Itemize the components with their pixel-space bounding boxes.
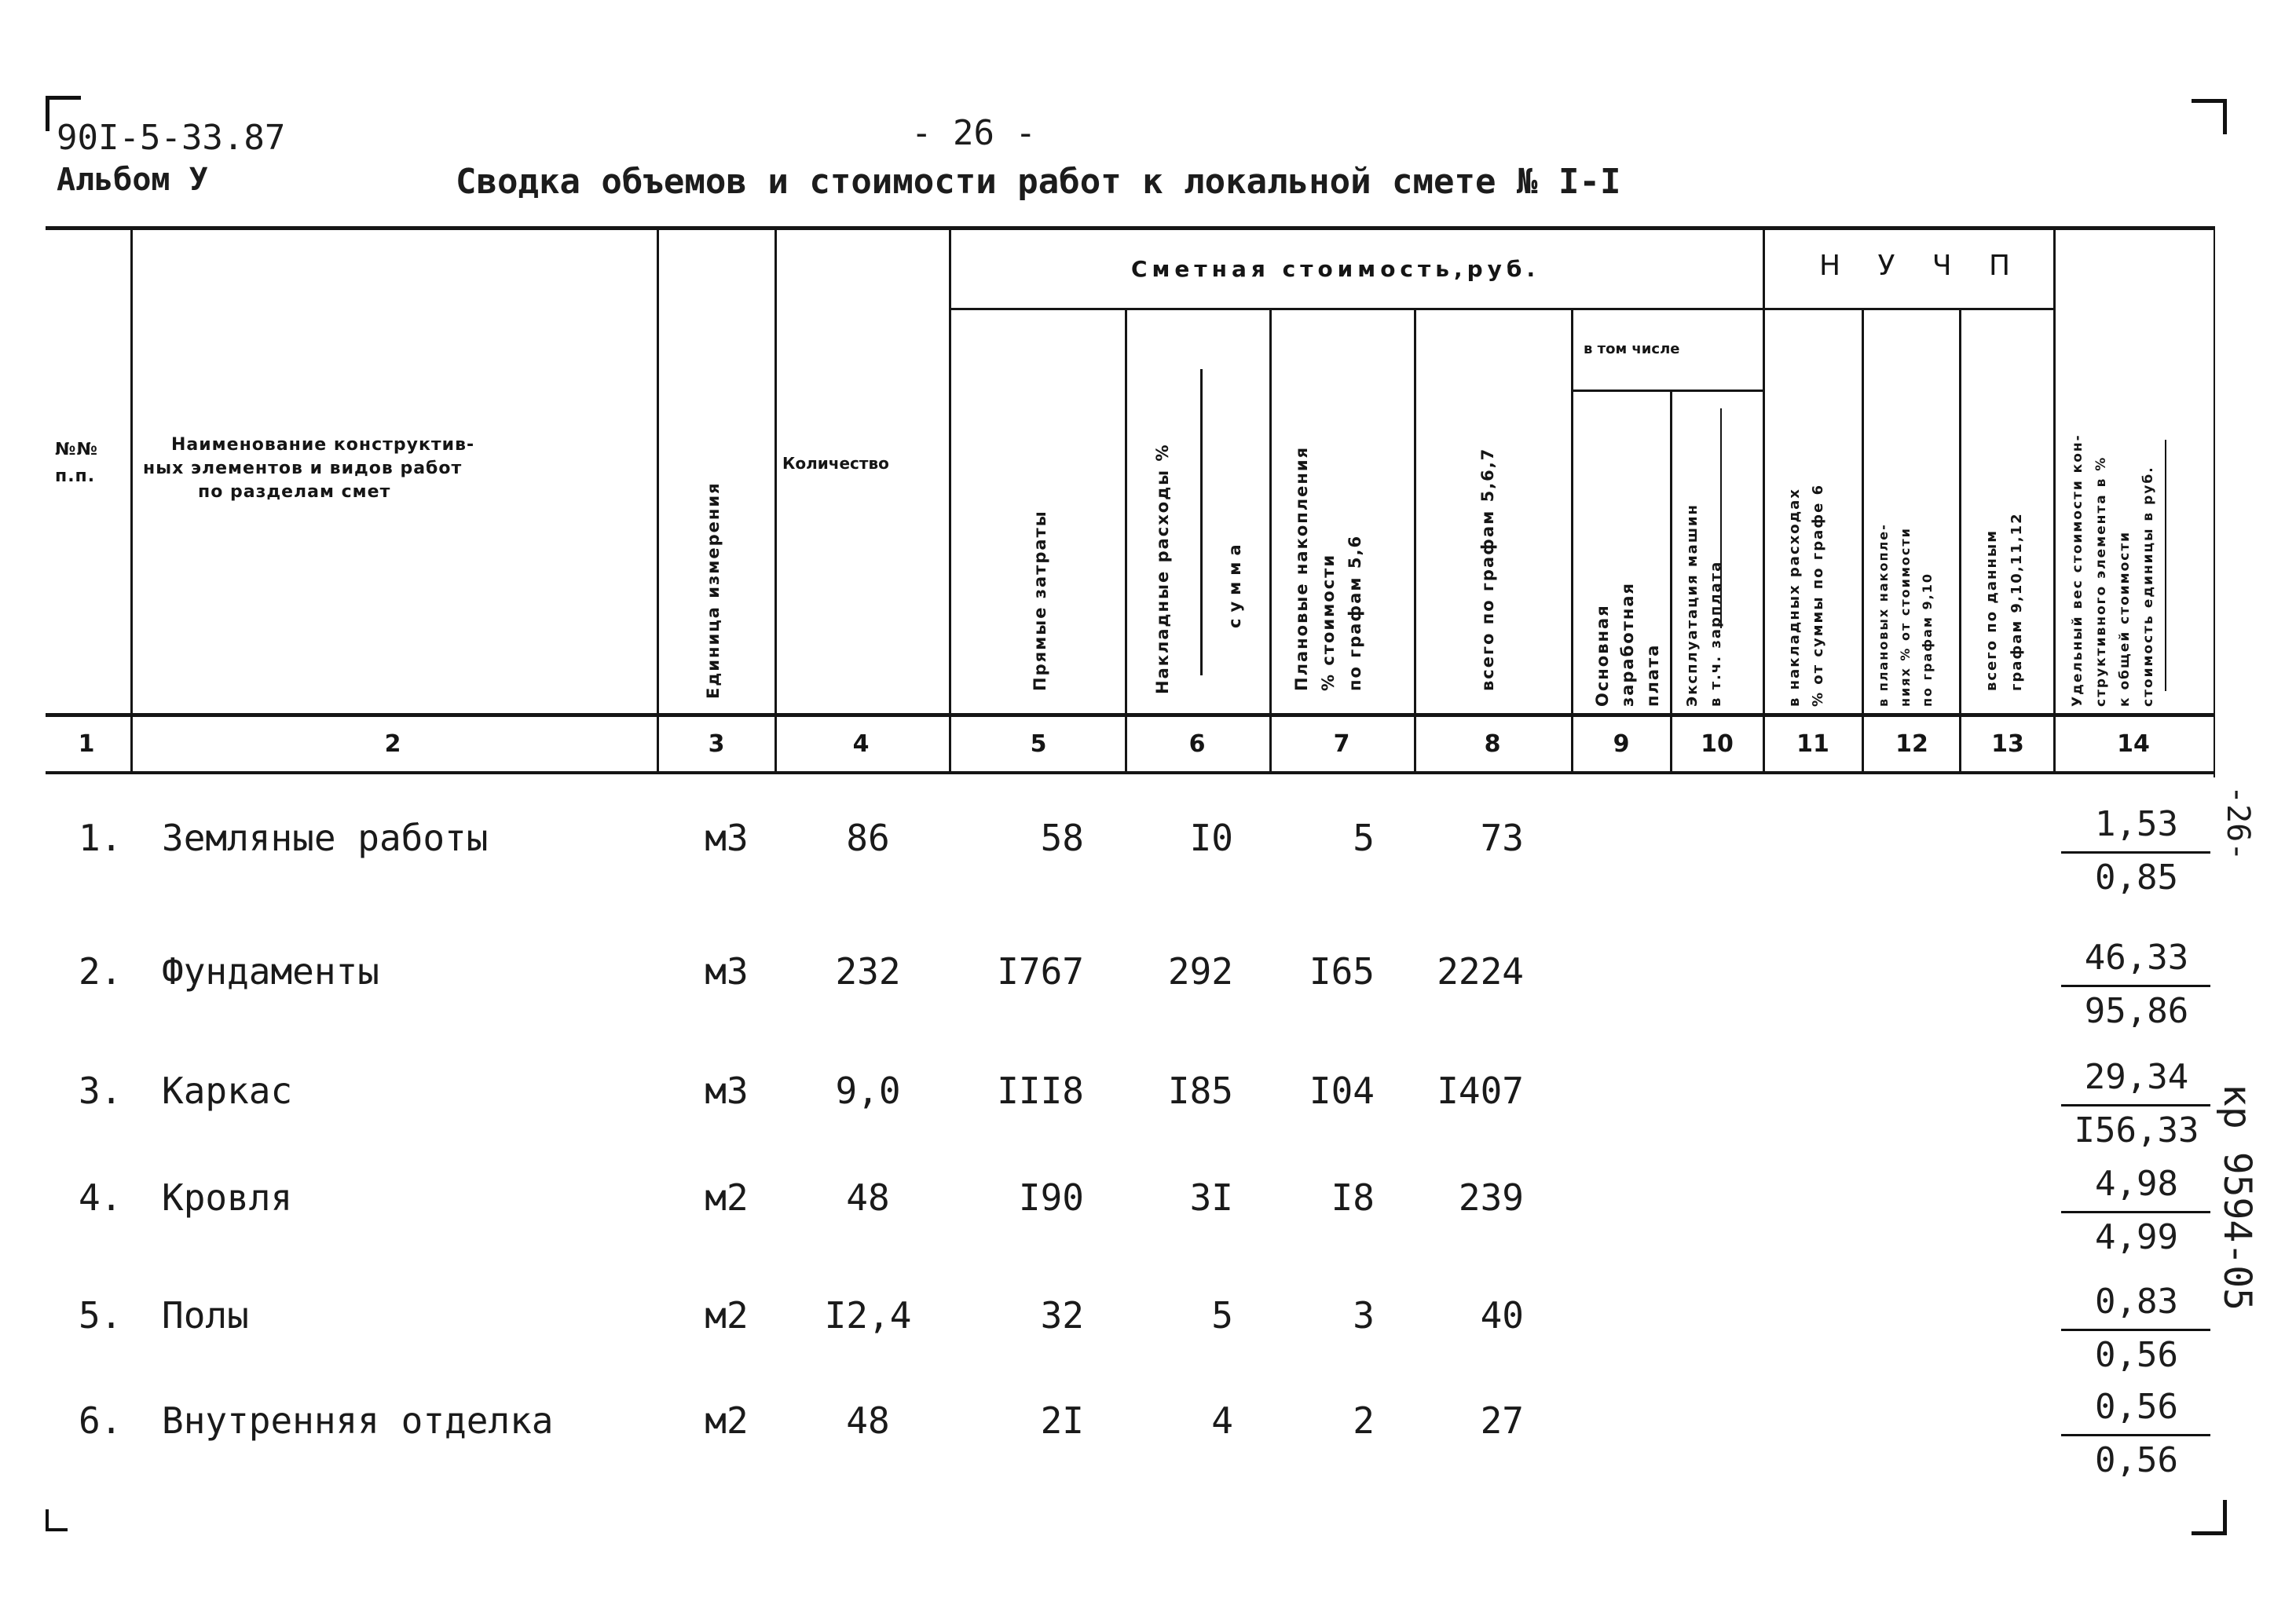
row-total: 73 — [1480, 817, 1524, 859]
row-share-percent: 29,34 — [2084, 1057, 2189, 1097]
header-name-line-2: ных элементов и видов работ — [143, 459, 463, 478]
col-line-11 — [1862, 308, 1864, 773]
col-line-6 — [1269, 308, 1272, 773]
row-total: 40 — [1480, 1294, 1524, 1337]
col-line-3 — [774, 228, 777, 773]
row-number: 1. — [79, 817, 123, 859]
row-number: 3. — [79, 1070, 123, 1112]
side-page-number: -26- — [2220, 785, 2256, 861]
row-plan-savings: 2 — [1353, 1399, 1375, 1442]
row-total: 27 — [1480, 1399, 1524, 1442]
row-unit-cost: 0,56 — [2095, 1440, 2178, 1480]
col-line-14-inner — [2165, 440, 2166, 691]
header-overhead-pct: Накладные расходы % — [1153, 443, 1172, 694]
header-incl: в том числе — [1584, 341, 1680, 357]
row-name: Каркас — [162, 1070, 293, 1112]
fraction-line — [2061, 851, 2210, 854]
row-overhead: I0 — [1189, 817, 1233, 859]
row-share-percent: 0,83 — [2095, 1282, 2178, 1322]
document-code: 90I-5-33.87 — [57, 118, 286, 158]
cost-group-divider — [949, 308, 1763, 310]
col-number-9: 9 — [1613, 730, 1630, 758]
corner-mark-bottom-right — [2192, 1500, 2227, 1535]
col-number-14: 14 — [2117, 730, 2150, 758]
corner-mark-bottom-left — [46, 1509, 68, 1531]
col-number-4: 4 — [852, 730, 870, 758]
table-top-border — [46, 226, 2215, 230]
header-cost-group: Сметная стоимость,руб. — [1131, 256, 1540, 282]
row-share-percent: 4,98 — [2095, 1164, 2178, 1204]
incl-group-divider — [1571, 390, 1763, 392]
document-title: Сводка объемов и стоимости работ к локальной смете № I-I — [456, 162, 1621, 202]
table-header-bottom-border — [46, 713, 2215, 717]
row-share-percent: 1,53 — [2095, 804, 2178, 844]
row-plan-savings: I04 — [1309, 1070, 1375, 1112]
row-plan-savings: I65 — [1309, 950, 1375, 993]
row-number: 2. — [79, 950, 123, 993]
col-line-4 — [949, 228, 951, 773]
row-qty: 48 — [846, 1399, 890, 1442]
row-overhead: 292 — [1167, 950, 1233, 993]
row-direct-cost: 58 — [1040, 817, 1084, 859]
col-number-12: 12 — [1895, 730, 1928, 758]
row-share-percent: 0,56 — [2095, 1387, 2178, 1427]
row-direct-cost: 32 — [1040, 1294, 1084, 1337]
header-plan: Плановые накопления % стоимости по графам 5,6 — [1292, 445, 1364, 691]
row-unit: м2 — [705, 1176, 749, 1219]
row-qty: 86 — [846, 817, 890, 859]
row-total: I407 — [1437, 1070, 1524, 1112]
row-name: Внутренняя отделка — [162, 1399, 554, 1442]
row-number: 4. — [79, 1176, 123, 1219]
row-number: 6. — [79, 1399, 123, 1442]
row-plan-savings: I8 — [1331, 1176, 1375, 1219]
col-line-5 — [1125, 308, 1127, 773]
header-wage: Основная заработная плата — [1593, 581, 1662, 707]
col-number-10: 10 — [1701, 730, 1734, 758]
row-direct-cost: I767 — [997, 950, 1084, 993]
col-line-7 — [1414, 308, 1416, 773]
col-line-14-right — [2214, 228, 2215, 777]
corner-mark-top-right — [2192, 99, 2227, 134]
header-qty: Количество — [782, 454, 889, 473]
col-number-8: 8 — [1484, 730, 1501, 758]
col-number-5: 5 — [1030, 730, 1047, 758]
row-qty: 232 — [835, 950, 901, 993]
row-overhead: 3I — [1189, 1176, 1233, 1219]
col-line-1 — [130, 228, 133, 773]
header-n14: Удельный вес стоимости кон- структивного элемента в % к общей стоимости стоимость единицы в руб. — [2070, 433, 2156, 707]
row-name: Земляные работы — [162, 817, 489, 859]
col-number-11: 11 — [1796, 730, 1829, 758]
header-nuchp: Н У Ч П — [1819, 250, 2025, 282]
side-reference: кр 9594-05 — [2215, 1084, 2259, 1311]
col-line-10 — [1763, 228, 1765, 773]
header-name-line-3: по разделам смет — [198, 482, 391, 502]
header-n11: в накладных расходах % от суммы по графе 6 — [1786, 483, 1826, 707]
col-line-12 — [1959, 308, 1961, 773]
row-name: Полы — [162, 1294, 249, 1337]
col-line-2 — [657, 228, 659, 773]
row-overhead: 4 — [1211, 1399, 1233, 1442]
row-overhead: I85 — [1167, 1070, 1233, 1112]
col-line-13 — [2053, 228, 2056, 773]
col-number-13: 13 — [1991, 730, 2024, 758]
header-n13: всего по данным графам 9,10,11,12 — [1983, 512, 2025, 691]
row-qty: I2,4 — [824, 1294, 912, 1337]
fraction-line — [2061, 1329, 2210, 1331]
row-unit-cost: 0,85 — [2095, 858, 2178, 898]
nuchp-group-divider — [1763, 308, 2053, 310]
header-name-line-1: Наименование конструктив- — [171, 435, 475, 455]
row-qty: 48 — [846, 1176, 890, 1219]
col-number-7: 7 — [1333, 730, 1350, 758]
fraction-line — [2061, 1434, 2210, 1436]
row-unit: м2 — [705, 1294, 749, 1337]
album-label: Альбом У — [57, 162, 208, 198]
row-share-percent: 46,33 — [2084, 938, 2189, 978]
row-plan-savings: 3 — [1353, 1294, 1375, 1337]
header-machine: Эксплуатация машин в т.ч. зарплата — [1684, 503, 1724, 707]
header-n12: в плановых накопле- ниях % от стоимости по графам 9,10 — [1876, 523, 1935, 707]
row-overhead: 5 — [1211, 1294, 1233, 1337]
row-unit: м2 — [705, 1399, 749, 1442]
row-direct-cost: I90 — [1018, 1176, 1084, 1219]
col-number-1: 1 — [78, 730, 95, 758]
row-number: 5. — [79, 1294, 123, 1337]
col-line-8 — [1571, 308, 1573, 773]
header-overhead-sum: сумма — [1225, 538, 1244, 628]
header-total: всего по графам 5,6,7 — [1478, 447, 1497, 691]
header-name — [143, 433, 474, 504]
fraction-line — [2061, 1211, 2210, 1213]
row-qty: 9,0 — [835, 1070, 901, 1112]
header-unit: Единица измерения — [704, 481, 723, 699]
row-unit-cost: 0,56 — [2095, 1335, 2178, 1375]
row-total: 2224 — [1437, 950, 1524, 993]
row-total: 239 — [1458, 1176, 1524, 1219]
header-direct: Прямые затраты — [1031, 510, 1049, 691]
col-line-9 — [1670, 390, 1672, 773]
row-plan-savings: 5 — [1353, 817, 1375, 859]
col-number-6: 6 — [1188, 730, 1206, 758]
row-name: Фундаменты — [162, 950, 379, 993]
page-number: - 26 - — [911, 113, 1036, 153]
row-unit-cost: 4,99 — [2095, 1217, 2178, 1257]
fraction-line — [2061, 985, 2210, 987]
row-unit: м3 — [705, 950, 749, 993]
row-unit-cost: I56,33 — [2074, 1110, 2199, 1150]
overhead-divider — [1200, 369, 1203, 675]
row-name: Кровля — [162, 1176, 293, 1219]
fraction-line — [2061, 1104, 2210, 1106]
row-unit: м3 — [705, 1070, 749, 1112]
column-numbers-bottom-border — [46, 771, 2215, 774]
row-unit: м3 — [705, 817, 749, 859]
col-number-3: 3 — [708, 730, 725, 758]
row-direct-cost: 2I — [1040, 1399, 1084, 1442]
row-direct-cost: III8 — [997, 1070, 1084, 1112]
row-unit-cost: 95,86 — [2084, 991, 2189, 1031]
col-number-2: 2 — [384, 730, 401, 758]
header-num: №№ п.п. — [55, 440, 98, 486]
